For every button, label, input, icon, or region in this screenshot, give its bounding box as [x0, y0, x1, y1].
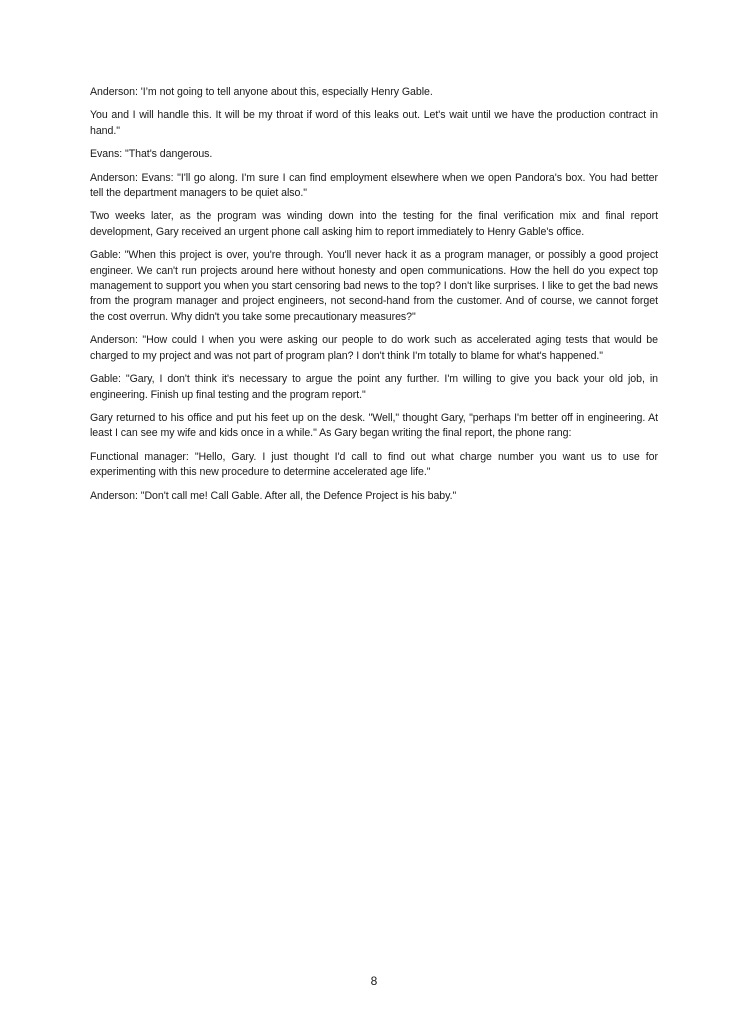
paragraph: Anderson: "Don't call me! Call Gable. After all, the Defence Project is his baby.": [90, 489, 457, 502]
paragraph: Evans: "That's dangerous.: [90, 148, 213, 161]
paragraph: Anderson: 'I’m not going to tell anyone about this, especially Henry Gable.: [90, 86, 433, 98]
page-body: [90, 85, 658, 512]
paragraph: You and I will handle this. It will be my throat if word of this leaks out. Let's wait until we have the production contract in hand.": [90, 109, 658, 137]
paragraph: Gable: "Gary, I don't think it's necessary to argue the point any further. I'm willing to give you back your old job, in engineering. Finish up final testing and the program report.": [90, 373, 658, 401]
paragraph: Gable: "When this project is over, you're through. You'll never hack it as a program manager, or possibly a good project engineer. We can't run projects around here without honesty and open communications. How the hell do you expect top management to support you when you start censoring bad news to the top? I don't like surprises. I like to get the bad news from the program manager and project engineers, not second-hand from the customer. And of course, we cannot forget the cost overrun. Why didn't you take some precautionary measures?": [90, 249, 658, 323]
paragraph: Anderson: Evans: "I'll go along. I'm sure I can find employment elsewhere when we open Pandora's box. You had better tell the department managers to be quiet also.": [90, 171, 658, 200]
paragraph: Two weeks later, as the program was winding down into the testing for the final verification mix and final report development, Gary received an urgent phone call asking him to report immediately to Henry Gable's office.: [90, 210, 658, 238]
paragraph: Anderson: "How could I when you were asking our people to do work such as accelerated aging tests that would be charged to my project and was not part of program plan? I don't think I'm totally to blame for what's happened.": [90, 334, 658, 362]
page-number: 8: [370, 974, 378, 988]
paragraph: Functional manager: "Hello, Gary. I just thought I'd call to find out what charge number you want us to use for experimenting with this new procedure to determine accelerated age life.": [90, 450, 658, 479]
paragraph: Gary returned to his office and put his feet up on the desk. "Well," thought Gary, "perhaps I'm better off in engineering. At least I can see my wife and kids once in a while." As Gary began writing the final report, the phone rang:: [90, 411, 658, 440]
